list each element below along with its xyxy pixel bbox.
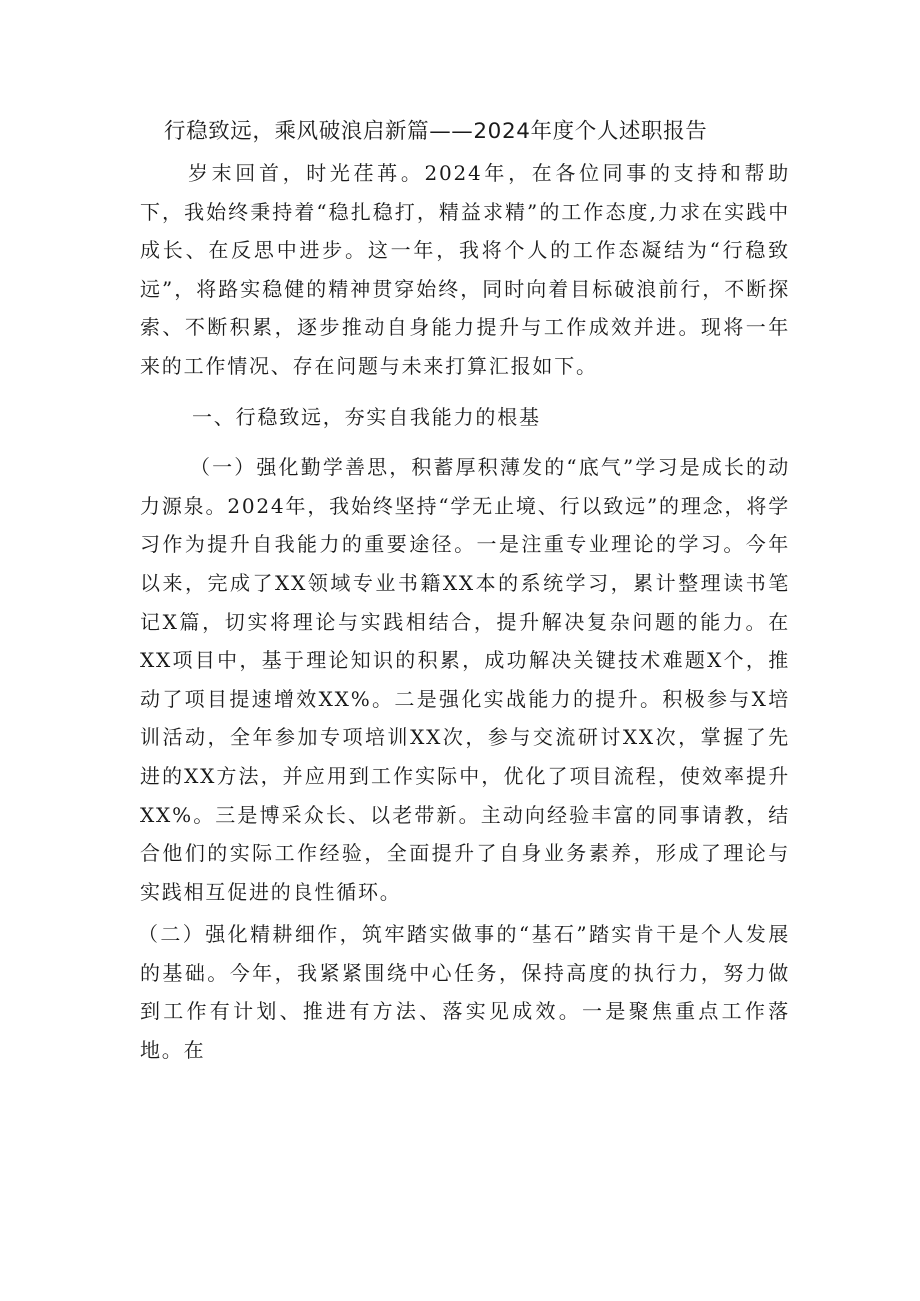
subsection-2-paragraph: （二）强化精耕细作，筑牢踏实做事的“基石”踏实肯干是个人发展的基础。今年，我紧紧围绕中心任务，保持高度的执行力，努力做到工作有计划、推进有方法、落实见成效。一是聚焦重点工作落地。在: [138, 922, 790, 1063]
subsection-1-paragraph: （一）强化勤学善思，积蓄厚积薄发的“底气”学习是成长的动力源泉。2024年，我始终坚持“学无止境、行以致远”的理念，将学习作为提升自我能力的重要途径。一是注重专业理论的学习。今年以来，完成了XX领域专业书籍XX本的系统学习，累计整理读书笔记X篇，切实将理论与实践相结合，提升解决复杂问题的能力。在XX项目中，基于理论知识的积累，成功解决关键技术难题X个，推动了项目提速增效XX%。二是强化实战能力的提升。积极参与X培训活动，全年参加专项培训XX次，参与交流研讨XX次，掌握了先进的XX方法，并应用到工作实际中，优化了项目流程，使效率提升XX%。三是博采众长、以老带新。主动向经验丰富的同事请教，结合他们的实际工作经验，全面提升了自身业务素养，形成了理论与实践相互促进的良性循环。: [140, 455, 790, 904]
intro-paragraph: 岁末回首，时光荏苒。2024年，在各位同事的支持和帮助下，我始终秉持着“稳扎稳打，精益求精”的工作态度,力求在实践中成长、在反思中进步。这一年，我将个人的工作态凝结为“行稳致远”，将路实稳健的精神贯穿始终，同时向着目标破浪前行，不断探索、不断积累，逐步推动自身能力提升与工作成效并进。现将一年来的工作情况、存在问题与未来打算汇报如下。: [140, 161, 790, 378]
section-1-heading: 一、行稳致远，夯实自我能力的根基: [192, 404, 541, 429]
document-body: [140, 112, 790, 1070]
document-title: 行稳致远，乘风破浪启新篇——2024年度个人述职报告: [164, 119, 708, 144]
